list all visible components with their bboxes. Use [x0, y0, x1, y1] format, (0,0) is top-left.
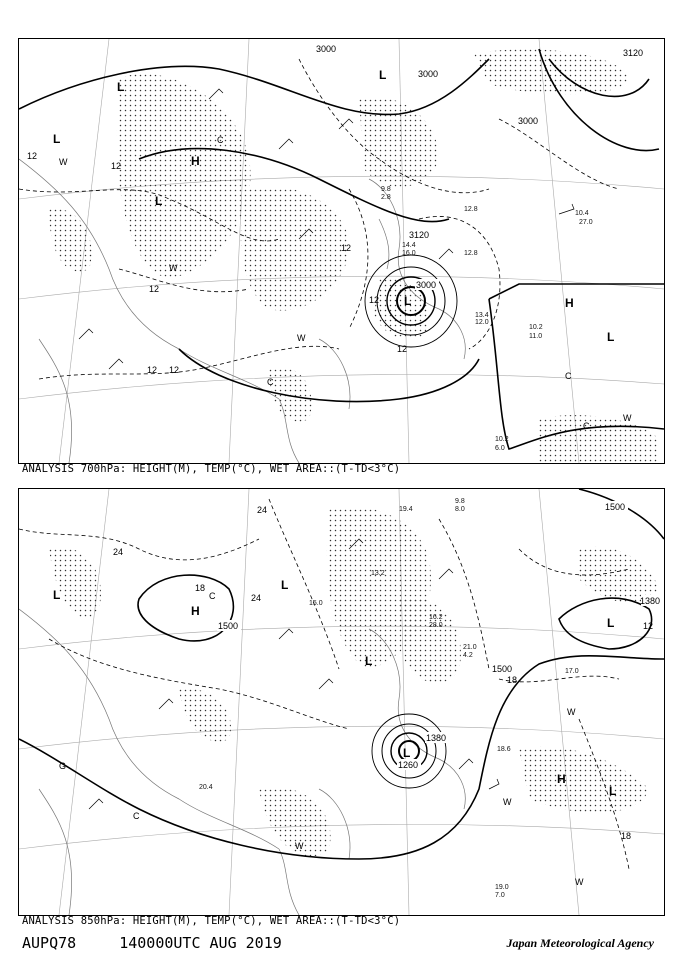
map-panel-850hpa: [18, 488, 665, 916]
low-center: L: [365, 654, 373, 668]
cold-center: C: [267, 377, 274, 387]
station-value: 18.6: [497, 746, 511, 753]
low-center: L: [404, 294, 412, 308]
station-value: 7.0: [495, 892, 505, 899]
station-value: 13.4: [475, 312, 489, 319]
warm-center: W: [297, 333, 306, 343]
high-center: H: [191, 604, 200, 618]
station-value: 6.0: [495, 445, 505, 452]
caption-850hpa: ANALYSIS 850hPa: HEIGHT(M), TEMP(°C), WET AREA::(T-TD<3°C): [22, 915, 401, 927]
isotherm-label: 12: [149, 284, 160, 294]
caption-700hpa: ANALYSIS 700hPa: HEIGHT(M), TEMP(°C), WET AREA::(T-TD<3°C): [22, 463, 401, 475]
station-value: 17.0: [565, 668, 579, 675]
wet-areas: [49, 506, 659, 856]
contour-label: 1500: [605, 502, 626, 512]
station-value: 9.8: [455, 498, 465, 505]
low-center: L: [379, 68, 387, 82]
isotherm-label: 12: [643, 621, 654, 631]
warm-center: W: [169, 263, 178, 273]
contour-label: 3000: [418, 69, 439, 79]
cold-center: C: [583, 421, 590, 431]
isotherm-label: 12: [397, 344, 408, 354]
isotherm-label: 24: [257, 505, 268, 515]
isotherm-label: 12: [369, 295, 380, 305]
map-700hpa-svg: [19, 39, 664, 463]
warm-center: W: [295, 841, 304, 851]
low-center: L: [53, 132, 61, 146]
contour-label: 3000: [518, 116, 539, 126]
isotherm-label: 18: [195, 583, 206, 593]
high-center: H: [191, 154, 200, 168]
contour-label: 1500: [218, 621, 239, 631]
station-value: 12.8: [464, 250, 478, 257]
station-value: 2.8: [381, 194, 391, 201]
station-value: 10.2: [495, 436, 509, 443]
contour-label: 1380: [426, 733, 447, 743]
isotherm-label: 24: [251, 593, 262, 603]
warm-center: W: [503, 797, 512, 807]
low-center: L: [155, 194, 163, 208]
station-value: 13.2: [371, 570, 385, 577]
valid-time: 140000UTC AUG 2019: [119, 934, 282, 952]
station-value: 12.8: [464, 206, 478, 213]
isotherm-label: 12: [169, 365, 180, 375]
cold-center: C: [133, 811, 140, 821]
contour-label: 1380: [640, 596, 661, 606]
station-value: 4.2: [463, 652, 473, 659]
cold-center: C: [209, 591, 216, 601]
low-center: L: [607, 616, 615, 630]
station-value: 10.2: [529, 324, 543, 331]
low-center: L: [53, 588, 61, 602]
station-value: 16.2: [429, 614, 443, 621]
station-value: 19.0: [495, 884, 509, 891]
warm-center: W: [623, 413, 632, 423]
contour-label: 3000: [316, 44, 337, 54]
high-center: H: [557, 772, 566, 786]
isotherm-label: 24: [113, 547, 124, 557]
contour-label: 3120: [623, 48, 644, 58]
station-value: 20.4: [199, 784, 213, 791]
cold-center: C: [217, 135, 224, 145]
contour-label: 1260: [398, 760, 419, 770]
contour-label: 3120: [409, 230, 430, 240]
station-value: 8.0: [455, 506, 465, 513]
low-center: L: [403, 746, 411, 760]
station-value: 14.4: [402, 242, 416, 249]
low-center: L: [117, 80, 125, 94]
station-value: 11.0: [529, 333, 543, 340]
cold-center: G: [59, 761, 67, 771]
warm-center: W: [575, 877, 584, 887]
contour-label: 3000: [416, 280, 437, 290]
low-center: L: [607, 330, 615, 344]
contour-label: 1500: [492, 664, 513, 674]
chart-id-line: [22, 934, 316, 952]
isotherm-label: 18: [507, 675, 518, 685]
agency-name: Japan Meteorological Agency: [506, 936, 654, 950]
station-value: 10.4: [575, 210, 589, 217]
isotherm-label: 12: [27, 151, 38, 161]
isotherm-label: 12: [111, 161, 122, 171]
station-value: 21.0: [463, 644, 477, 651]
isotherm-label: 12: [341, 243, 352, 253]
low-center: L: [281, 578, 289, 592]
cold-center: C: [565, 371, 572, 381]
high-center: H: [565, 296, 574, 310]
chart-id: AUPQ78: [22, 934, 77, 952]
station-value: 15.0: [309, 600, 323, 607]
map-850hpa-svg: [19, 489, 664, 915]
isotherm-label: 18: [621, 831, 632, 841]
isotherm-label: 12: [147, 365, 158, 375]
station-value: 27.0: [579, 219, 593, 226]
map-panel-700hpa: [18, 38, 665, 464]
station-value: 12.0: [475, 319, 489, 326]
station-value: 28.0: [429, 622, 443, 629]
low-center: L: [609, 784, 617, 798]
station-value: 9.8: [381, 186, 391, 193]
station-value: 16.0: [402, 250, 416, 257]
warm-center: W: [567, 707, 576, 717]
warm-center: W: [59, 157, 68, 167]
station-value: 19.4: [399, 506, 413, 513]
